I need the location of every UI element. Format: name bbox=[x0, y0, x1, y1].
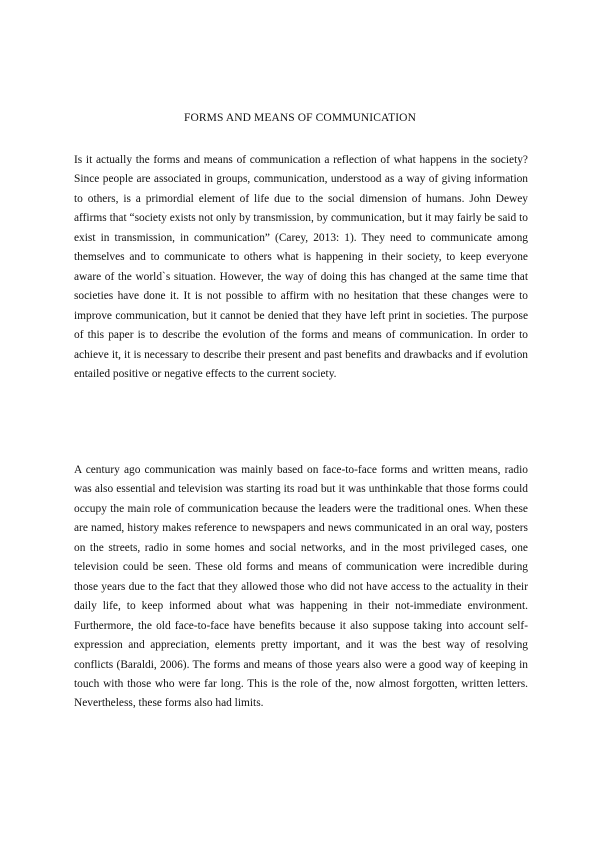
paragraph-intro: Is it actually the forms and means of communication a reflection of what happens in the society? Since people are associated in groups, communication, understood as a way of giving information to others, is a primordial element of life due to the social dimension of humans. John Dewey affirms that “society exists not only by transmission, by communication, but it may fairly be said to exist in transmission, in communication” (Carey, 2013: 1). They need to communicate among themselves and to communicate to others what is happening in their society, to keep everyone aware of the world`s situation. However, the way of doing this has changed at the same time that societies have done it. It is not possible to affirm with no hesitation that these changes were to improve communication, but it cannot be denied that they have left print in societies. The purpose of this paper is to describe the evolution of the forms and means of communication. In order to achieve it, it is necessary to describe their present and past benefits and drawbacks and if evolution entailed positive or negative effects to the current society. bbox=[74, 154, 528, 380]
document-title: FORMS AND MEANS OF COMMUNICATION bbox=[184, 112, 416, 124]
paragraph-history: A century ago communication was mainly based on face-to-face forms and written means, radio was also essential and television was starting its road but it was unthinkable that those forms could occupy the main role of communication because the leaders were the traditional ones. When these are named, history makes reference to newspapers and news communicated in an oral way, posters on the streets, radio in some homes and social networks, and in the most privileged cases, one television could be seen. These old forms and means of communication were incredible during those years due to the fact that they allowed those who did not have access to the actuality in their daily life, to keep informed about what was happening in their not-immediate environment. Furthermore, the old face-to-face have benefits because it also suppose taking into account self-expression and appreciation, elements pretty important, and it was the best way of resolving conflicts (Baraldi, 2006). The forms and means of those years also were a good way of keeping in touch with those who were far long. This is the role of the, now almost forgotten, written letters. Nevertheless, these forms also had limits. bbox=[74, 464, 528, 710]
